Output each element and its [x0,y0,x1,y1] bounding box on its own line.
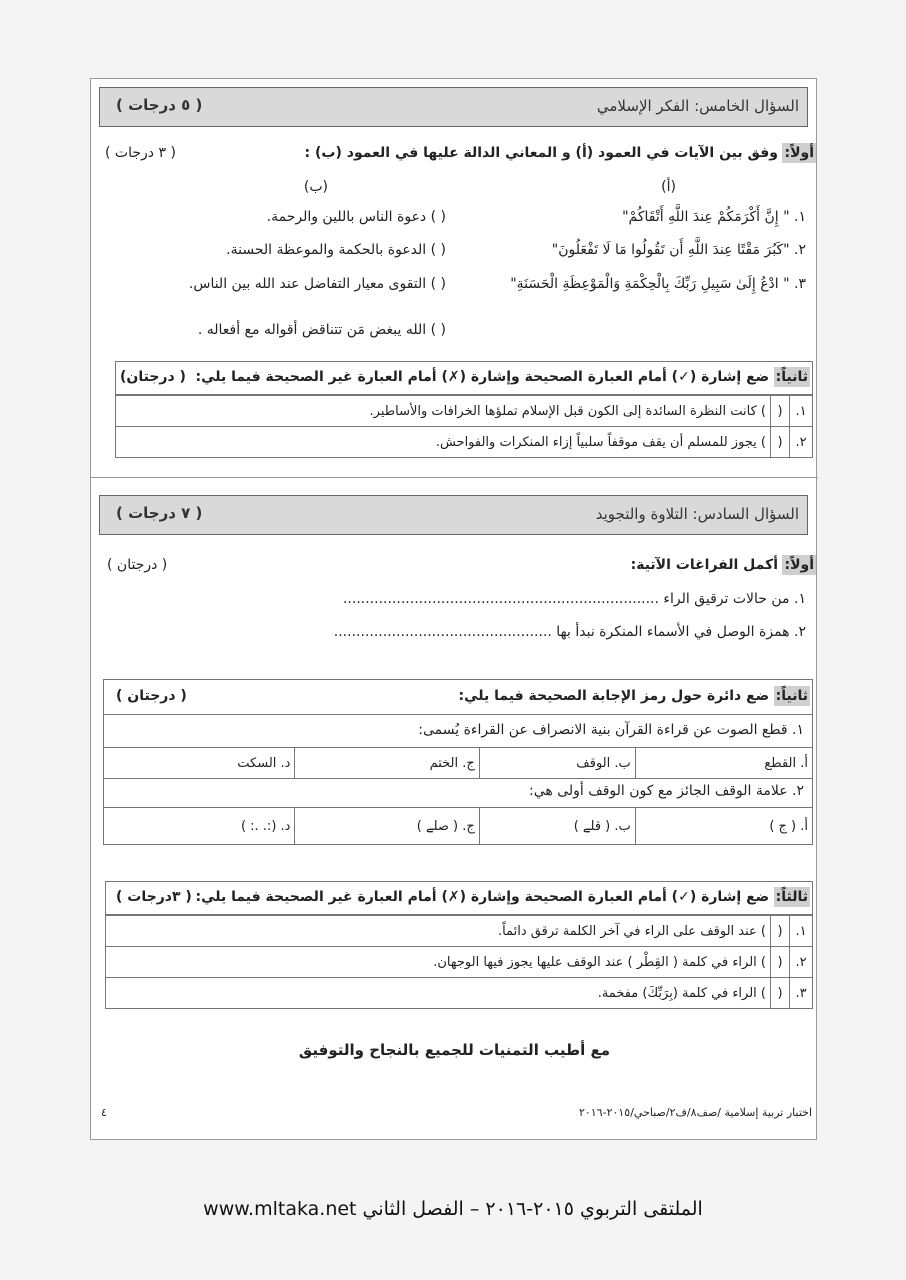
col-a-label: (أ) [661,179,676,195]
statement: ) الراء في كلمة (بِرَبِّكَ) مفخمة. [106,978,771,1009]
page-footer-text: اختبار تربية إسلامية /صف٨/ف٢/صباحي/٢٠١٥-٢٠١٦ [578,1106,812,1119]
option-d[interactable]: د. (:. .: ) [104,808,295,845]
option-d[interactable]: د. السكت [104,748,295,779]
meaning-3: ( ) التقوى معيار التفاضل عند الله بين الناس. [188,276,446,292]
answer-slot[interactable]: ( [771,427,790,458]
q5-part2-heading [196,369,811,385]
q5-part2-table [115,395,813,458]
answer-slot[interactable]: ( [771,916,790,947]
page-number: ٤ [101,1106,107,1119]
q6-part3-instruction: ضع إشارة (✓) أمام العبارة الصحيحة وإشارة (✗) أمام العبارة غير الصحيحة فيما يلي: [195,889,770,905]
option-b[interactable]: ب. الوقف [479,748,635,779]
q5-grade: ( ٥ درجات ) [116,96,203,114]
table-row [116,396,813,427]
statement: ) كانت النظرة السائدة إلى الكون قبل الإسلام تملؤها الخرافات والأساطير. [116,396,771,427]
exam-page [90,78,817,1140]
mcq-question-1-row [103,715,813,747]
option-a[interactable]: أ. ( ج ) [635,808,812,845]
row-number: ٣. [790,978,813,1009]
q6-header [99,495,808,535]
row-number: ١. [790,916,813,947]
answer-slot[interactable]: ( [771,947,790,978]
meaning-1: ( ) دعوة الناس باللين والرحمة. [266,209,446,225]
q5-part2-grade: ( درجتان) [120,369,186,385]
answer-slot[interactable]: ( [771,978,790,1009]
q6-part3-table [105,915,813,1009]
statement: ) عند الوقف على الراء في آخر الكلمة ترقق دائماً. [106,916,771,947]
q6-part1-instruction: أكمل الفراغات الآتية: [630,557,779,573]
q6-part2-heading-box [103,679,813,715]
mcq-question-2: ٢. علامة الوقف الجائز مع كون الوقف أولى هي: [528,783,804,799]
q6-part2-label: ثانياً: [775,688,808,704]
mcq-question-2-row [103,777,813,807]
table-row [106,947,813,978]
q6-part1-grade: ( درجتان ) [107,557,168,573]
table-row [104,748,813,779]
q6-part3-heading-box [105,881,813,915]
verse-1: ١. " إِنَّ أَكْرَمَكُمْ عِندَ اللَّهِ أَتْقَاكُمْ" [622,209,806,225]
q5-part2-heading-box [115,361,813,395]
statement: ) يجوز للمسلم أن يقف موقفاً سلبياً إزاء المنكرات والفواحش. [116,427,771,458]
q6-part1-label: أولاً: [784,557,814,573]
verse-3: ٣. " ادْعُ إِلَىٰ سَبِيلِ رَبِّكَ بِالْحِكْمَةِ وَالْمَوْعِظَةِ الْحَسَنَةِ" [510,276,806,292]
mcq-options-2 [103,807,813,845]
statement: ) الراء في كلمة ( القِطْر ) عند الوقف عليها يجوز فيها الوجهان. [106,947,771,978]
meaning-4: ( ) الله يبغض مَن تتناقض أقواله مع أفعاله . [197,322,446,338]
answer-slot[interactable]: ( [771,396,790,427]
q5-part2-label: ثانياً: [775,369,808,385]
q5-part1-grade: ( ٣ درجات ) [105,145,176,161]
option-b[interactable]: ب. ( قلے ) [479,808,635,845]
fill-item-1: ١. من حالات ترقيق الراء ....................................................................... [342,591,806,607]
table-row [116,427,813,458]
q5-part2-instruction: ضع إشارة (✓) أمام العبارة الصحيحة وإشارة (✗) أمام العبارة غير الصحيحة فيما يلي: [195,369,770,385]
q6-part3-grade: ( ٣درجات ) [116,889,192,905]
table-row [106,978,813,1009]
option-c[interactable]: ج. ( صلے ) [295,808,479,845]
q5-part1-label: أولاً: [784,145,814,161]
q6-part2-grade: ( درجتان ) [116,688,187,704]
q6-grade: ( ٧ درجات ) [116,504,203,522]
q5-header [99,87,808,127]
option-a[interactable]: أ. القطع [635,748,812,779]
mcq-question-1: ١. قطع الصوت عن قراءة القرآن بنية الانصراف عن القراءة يُسمى: [418,722,804,738]
q6-part2-instruction: ضع دائرة حول رمز الإجابة الصحيحة فيما يلي: [458,688,770,704]
q5-part1-instruction: وفق بين الآيات في العمود (أ) و المعاني الدالة عليها في العمود (ب) : [304,145,779,161]
site-footer: الملتقى التربوي ٢٠١٥-٢٠١٦ – الفصل الثاني www.mltaka.net [203,1198,703,1220]
q6-title: السؤال السادس: التلاوة والتجويد [595,505,799,523]
q6-part3-heading [196,889,811,905]
row-number: ٢. [790,427,813,458]
row-number: ١. [790,396,813,427]
table-row [106,916,813,947]
option-c[interactable]: ج. الختم [295,748,479,779]
q6-part3-label: ثالثاً: [775,889,808,905]
section-divider [91,477,818,478]
q5-title: السؤال الخامس: الفكر الإسلامي [596,97,799,115]
row-number: ٢. [790,947,813,978]
q6-part2-heading [459,688,810,704]
col-b-label: (ب) [303,179,328,195]
q5-part1-heading [305,145,816,161]
q6-part1-heading [631,557,816,573]
meaning-2: ( ) الدعوة بالحكمة والموعظة الحسنة. [226,242,446,258]
mcq-options-1 [103,747,813,779]
closing-message: مع أطيب التمنيات للجميع بالنجاح والتوفيق [298,1041,611,1059]
verse-2: ٢. "كَبُرَ مَقْتًا عِندَ اللَّهِ أَن تَقُولُوا مَا لَا تَفْعَلُونَ" [551,242,806,258]
table-row [104,808,813,845]
fill-item-2: ٢. همزة الوصل في الأسماء المنكرة نبدأ بها ................................................. [333,624,806,640]
